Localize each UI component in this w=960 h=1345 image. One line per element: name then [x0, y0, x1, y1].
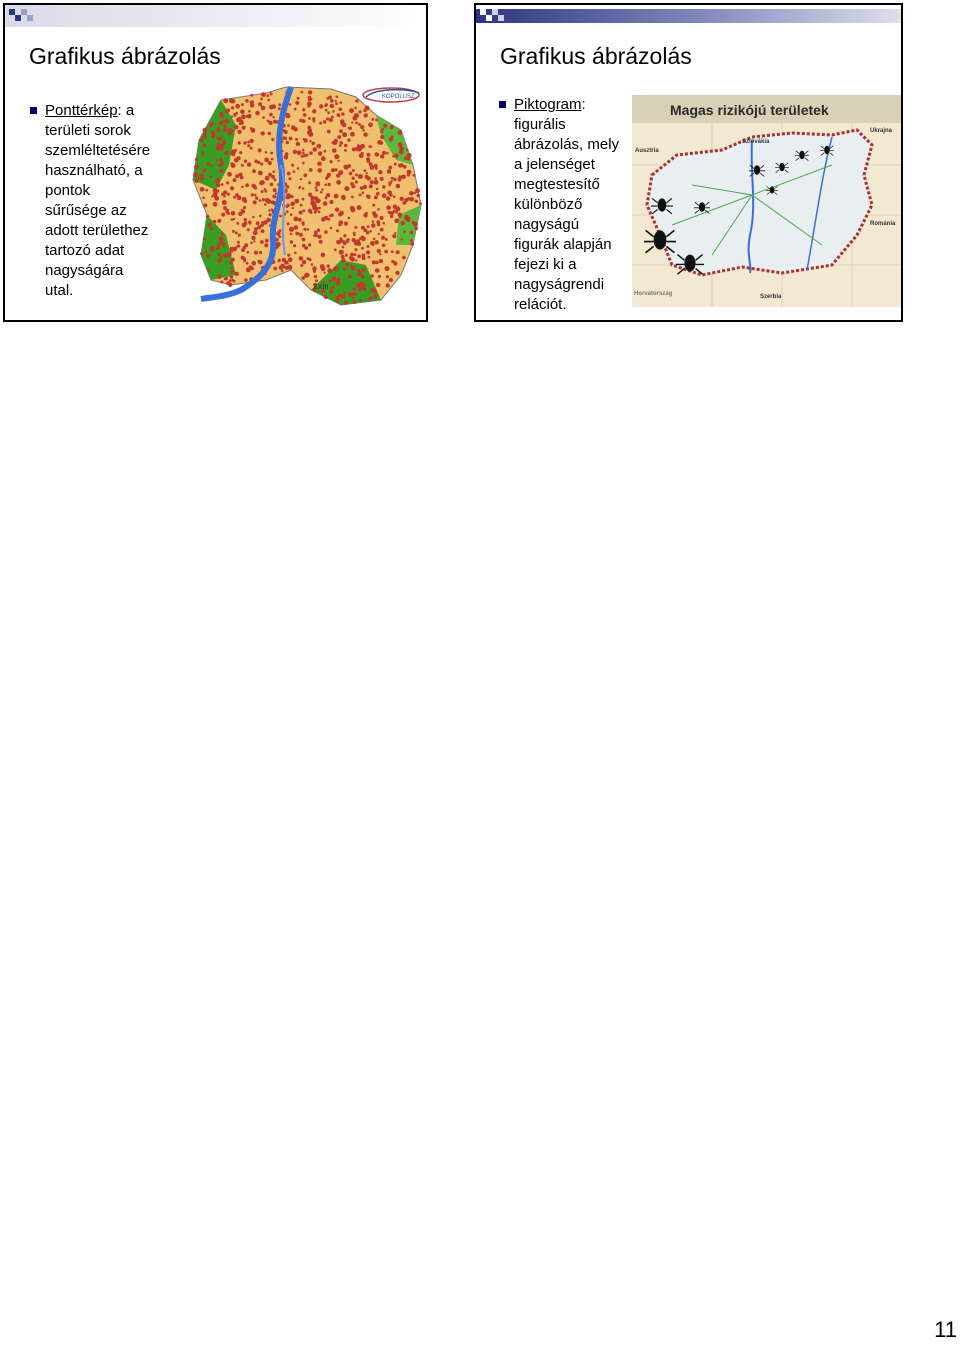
- svg-text:KOPOLUSZ: KOPOLUSZ: [382, 94, 415, 100]
- hungary-pictogram-map-image: [632, 95, 902, 307]
- page-number: 11: [934, 1317, 957, 1342]
- svg-text:Horvátország: Horvátország: [634, 291, 673, 297]
- svg-text:XXIII: XXIII: [313, 284, 329, 291]
- bullet-square-icon: [499, 101, 506, 108]
- map-title: Magas rizikójú területek: [670, 102, 829, 118]
- slide-2: [474, 3, 903, 322]
- bullet-square-icon: [30, 107, 37, 114]
- term-piktogram: Piktogram: [514, 96, 582, 113]
- term-ponttérkép: Ponttérkép: [45, 102, 118, 119]
- bullet-point: Ponttérkép: a területi sorok szemléltetésére használható, a pontok sűrűsége az adott területhez tartozó adat nagyságára utal.: [45, 101, 150, 301]
- svg-text:Szerbia: Szerbia: [760, 294, 782, 300]
- slide-header-decoration: [5, 5, 428, 27]
- bullet-point: Piktogram: figurális ábrázolás, mely a jelenséget megtestesítő különböző nagyságú figurák alapján fejezi ki a nagyságrendi relációt.: [514, 95, 619, 315]
- svg-text:Ukrajna: Ukrajna: [870, 128, 893, 134]
- budapest-dot-map-image: [181, 85, 428, 311]
- slide-header-decoration: [476, 5, 903, 27]
- slide-title: Grafikus ábrázolás: [500, 43, 692, 69]
- slide-1: [3, 3, 428, 322]
- svg-text:Ausztria: Ausztria: [635, 148, 659, 154]
- svg-text:Szlovákia: Szlovákia: [742, 139, 770, 145]
- slide-title: Grafikus ábrázolás: [29, 43, 221, 69]
- svg-text:Románia: Románia: [870, 221, 896, 227]
